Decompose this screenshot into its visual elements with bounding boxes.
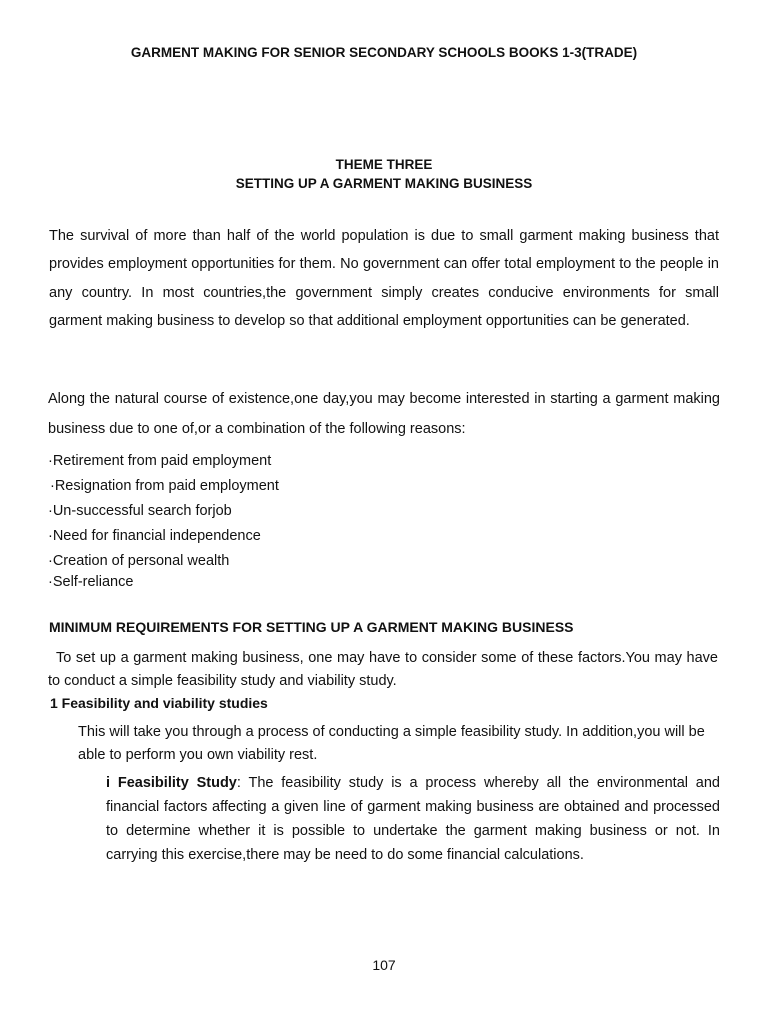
intro-paragraph-2: Along the natural course of existence,one day,you may become interested in starting a garment making business due to one of,or a combination of the following reasons: bbox=[48, 391, 720, 437]
list-item: ·Un-successful search forjob bbox=[48, 503, 232, 519]
list-item: ·Creation of personal wealth bbox=[48, 553, 230, 569]
section-1-text: This will take you through a process of conducting a simple feasibility study. In addition,you will be able to perform you own viability rest. bbox=[78, 724, 705, 763]
theme-title: SETTING UP A GARMENT MAKING BUSINESS bbox=[235, 176, 533, 191]
list-item: ·Need for financial independence bbox=[48, 528, 261, 544]
list-item: ·Resignation from paid employment bbox=[50, 478, 279, 494]
feasibility-term: i Feasibility Study bbox=[106, 775, 237, 791]
intro-paragraph-1: The survival of more than half of the world population is due to small garment making business that provides employment opportunities for them. No government can offer total employment to the people in any country. In most countries,the government simply creates conducive environments for small garment making business to develop so that additional employment opportunities can be generated. bbox=[49, 228, 719, 329]
page-header: GARMENT MAKING FOR SENIOR SECONDARY SCHOOLS BOOKS 1-3(TRADE) bbox=[130, 45, 638, 60]
reasons-list bbox=[48, 450, 448, 593]
list-item: ·Retirement from paid employment bbox=[48, 453, 272, 469]
page-number: 107 bbox=[372, 957, 396, 973]
theme-heading bbox=[0, 155, 768, 193]
requirements-intro bbox=[48, 647, 718, 692]
section-1-heading: 1 Feasibility and viability studies bbox=[50, 695, 268, 711]
theme-label: THEME THREE bbox=[335, 157, 433, 172]
list-item: ·Self-reliance bbox=[48, 574, 134, 590]
feasibility-study-paragraph bbox=[106, 771, 720, 867]
requirements-heading: MINIMUM REQUIREMENTS FOR SETTING UP A GARMENT MAKING BUSINESS bbox=[49, 619, 574, 635]
feasibility-text: : The feasibility study is a process whereby all the environmental and financial factors affecting a given line of garment making business are obtained and processed to determine whether it is possible to undertake the garment making business or not. In carrying this exercise,there may be need to do some financial calculations. bbox=[106, 775, 720, 863]
requirements-intro-text: To set up a garment making business, one may have to consider some of these factors.You may have to conduct a simple feasibility study and viability study. bbox=[48, 650, 718, 689]
